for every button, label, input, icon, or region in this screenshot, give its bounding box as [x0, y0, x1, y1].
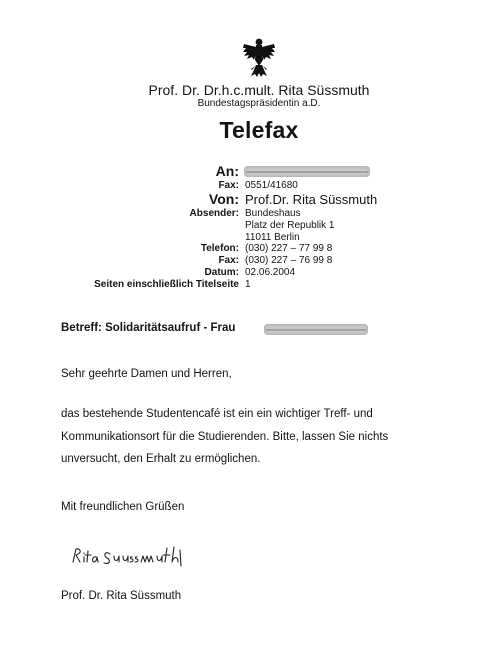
date-value: 02.06.2004 — [245, 267, 296, 278]
redacted-recipient — [244, 166, 370, 177]
sender-label: Absender: — [189, 208, 239, 219]
handwritten-signature — [70, 544, 190, 570]
subject-line: Betreff: Solidaritätsaufruf - Frau — [61, 322, 236, 334]
phone-value: (030) 227 – 77 99 8 — [245, 243, 333, 254]
sender-address-line: Bundeshaus — [245, 208, 301, 219]
document-title: Telefax — [219, 117, 299, 143]
letterhead-title: Bundestagspräsidentin a.D. — [197, 98, 321, 109]
fax-label: Fax: — [218, 255, 239, 266]
pages-label: Seiten einschließlich Titelseite — [94, 279, 239, 290]
closing: Mit freundlichen Grüßen — [61, 501, 185, 513]
body-line: unversucht, den Erhalt zu ermöglichen. — [61, 453, 261, 465]
body-line: Kommunikationsort für die Studierenden. Bitte, lassen Sie nichts — [61, 431, 389, 443]
federal-eagle-icon — [242, 36, 276, 80]
date-label: Datum: — [204, 267, 239, 278]
from-label: Von: — [208, 191, 239, 207]
phone-label: Telefon: — [200, 243, 239, 254]
to-label: An: — [215, 163, 239, 179]
sender-fax-value: (030) 227 – 76 99 8 — [245, 255, 333, 266]
pages-value: 1 — [245, 279, 251, 290]
recipient-fax-value: 0551/41680 — [245, 180, 298, 191]
sender-address-line: 11011 Berlin — [245, 232, 300, 243]
signatory-name: Prof. Dr. Rita Süssmuth — [61, 590, 182, 602]
fax-label: Fax: — [218, 180, 239, 191]
body-line: das bestehende Studentencafé ist ein ein wichtiger Treff- und — [61, 408, 373, 420]
from-value: Prof.Dr. Rita Süssmuth — [245, 192, 378, 207]
salutation: Sehr geehrte Damen und Herren, — [61, 368, 232, 380]
sender-address-line: Platz der Republik 1 — [245, 220, 335, 231]
redacted-subject-name — [264, 324, 368, 335]
letterhead-name: Prof. Dr. Dr.h.c.mult. Rita Süssmuth — [148, 82, 370, 98]
